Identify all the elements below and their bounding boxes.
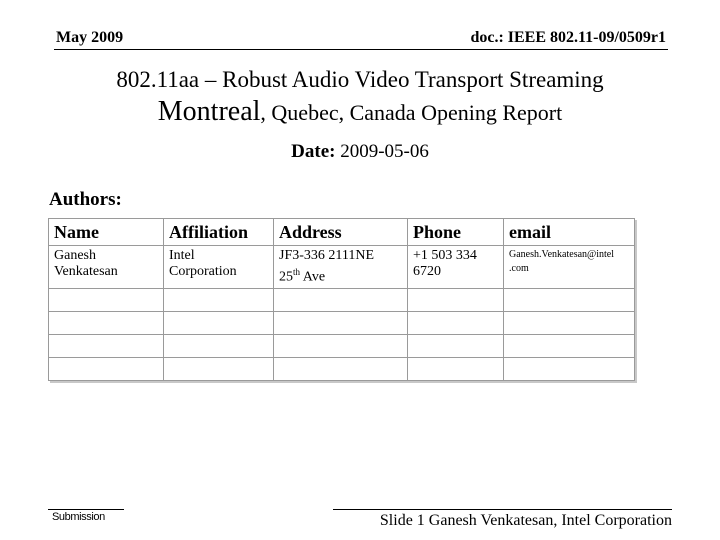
empty-cell	[504, 334, 635, 357]
footer-submission: Submission	[52, 511, 105, 523]
footer-rule-right	[333, 509, 672, 510]
empty-cell	[504, 357, 635, 380]
author-name-cell	[49, 246, 164, 289]
empty-cell	[49, 288, 164, 311]
empty-cell	[274, 357, 408, 380]
table-row	[49, 288, 635, 311]
table-row	[49, 334, 635, 357]
table-row	[49, 357, 635, 380]
empty-cell	[49, 334, 164, 357]
author-email-line2: .com	[509, 263, 529, 274]
address-street-number: 25	[279, 269, 293, 285]
empty-cell	[274, 311, 408, 334]
author-phone-line2: 6720	[413, 264, 441, 279]
authors-table	[48, 218, 635, 381]
date-line	[0, 141, 720, 163]
table-row	[49, 246, 635, 289]
slide-title-line1: 802.11aa – Robust Audio Video Transport Streaming	[116, 67, 604, 92]
author-address-line2	[279, 264, 402, 286]
footer-rule-left	[48, 509, 124, 510]
author-email-line1: Ganesh.Venkatesan@intel	[509, 249, 615, 260]
author-address-cell	[274, 246, 408, 289]
author-name-line1: Ganesh	[54, 248, 96, 263]
col-header-affiliation: Affiliation	[164, 219, 274, 246]
col-header-address: Address	[274, 219, 408, 246]
empty-cell	[504, 311, 635, 334]
empty-cell	[274, 288, 408, 311]
empty-cell	[49, 311, 164, 334]
table-row	[49, 311, 635, 334]
author-address-line1: JF3-336 2111NE	[279, 248, 375, 263]
author-name-line2: Venkatesan	[54, 264, 118, 279]
empty-cell	[164, 334, 274, 357]
empty-cell	[408, 288, 504, 311]
empty-cell	[504, 288, 635, 311]
empty-cell	[49, 357, 164, 380]
empty-cell	[164, 311, 274, 334]
title-rest: , Quebec, Canada Opening Report	[260, 100, 563, 125]
col-header-phone: Phone	[408, 219, 504, 246]
empty-cell	[408, 334, 504, 357]
header-date: May 2009	[56, 29, 124, 46]
date-label: Date:	[291, 141, 336, 162]
empty-cell	[164, 288, 274, 311]
date-value: 2009-05-06	[340, 141, 429, 162]
empty-cell	[164, 357, 274, 380]
title-city: Montreal	[157, 96, 261, 127]
author-phone-line1: +1 503 334	[413, 248, 477, 263]
empty-cell	[408, 311, 504, 334]
author-affiliation-line1: Intel	[169, 248, 195, 263]
empty-cell	[408, 357, 504, 380]
header-rule	[54, 49, 668, 50]
slide-title-line2	[0, 96, 720, 128]
author-phone-cell	[408, 246, 504, 289]
empty-cell	[274, 334, 408, 357]
authors-header-row	[49, 219, 635, 246]
address-ordinal: th	[293, 267, 301, 277]
col-header-email: email	[504, 219, 635, 246]
col-header-name: Name	[49, 219, 164, 246]
authors-label: Authors:	[49, 189, 122, 210]
footer-slide-info: Slide 1 Ganesh Venkatesan, Intel Corporation	[379, 512, 672, 529]
address-street: Ave	[300, 269, 326, 285]
header-doc-id: doc.: IEEE 802.11-09/0509r1	[470, 29, 666, 46]
author-affiliation-line2: Corporation	[169, 264, 237, 279]
author-email-cell	[504, 246, 635, 289]
author-affiliation-cell	[164, 246, 274, 289]
